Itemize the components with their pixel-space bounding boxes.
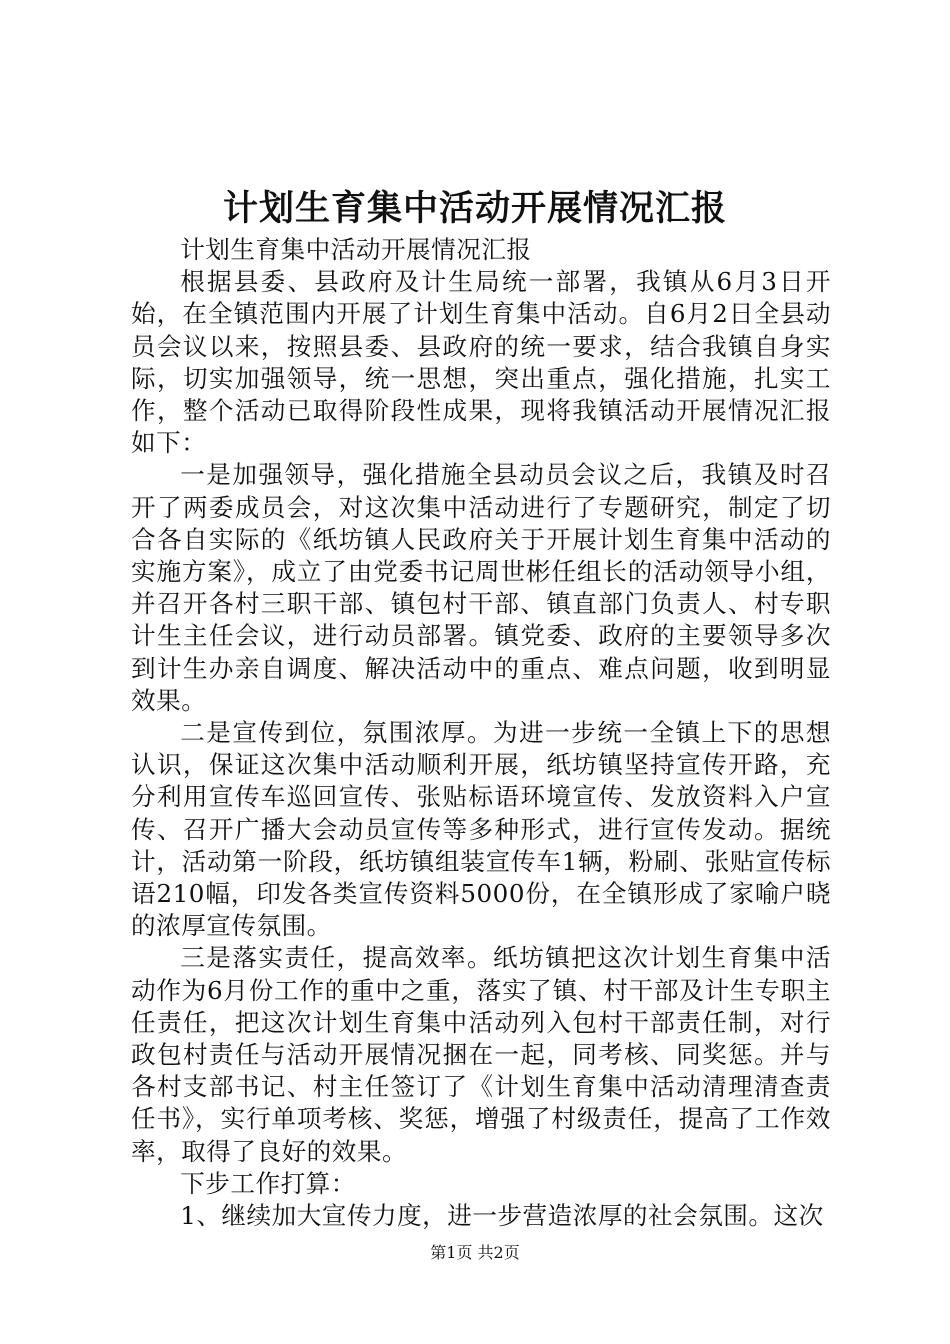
page-number-footer: 第1页 共2页 xyxy=(430,1243,520,1262)
paragraph-point-one: 一是加强领导，强化措施全县动员会议之后，我镇及时召开了两委成员会，对这次集中活动进行了专题研究，制定了切合各自实际的《纸坊镇人民政府关于开展计划生育集中活动的实施方案》，成立了由党委书记周世彬任组长的活动领导小组，并召开各村三职干部、镇包村干部、镇直部门负责人、村专职计生主任会议，进行动员部署。镇党委、政府的主要领导多次到计生办亲自调度、解决活动中的重点、难点问题，收到明显效果。 xyxy=(131,460,831,715)
paragraph-point-two: 二是宣传到位，氛围浓厚。为进一步统一全镇上下的思想认识，保证这次集中活动顺利开展，纸坊镇坚持宣传开路，充分利用宣传车巡回宣传、张贴标语环境宣传、发放资料入户宣传、召开广播大会动员宣传等多种形式，进行宣传发动。据统计，活动第一阶段，纸坊镇组装宣传车1辆，粉刷、张贴宣传标语210幅，印发各类宣传资料5000份，在全镇形成了家喻户晓的浓厚宣传氛围。 xyxy=(131,718,831,941)
document-title: 计划生育集中活动开展情况汇报 xyxy=(222,188,727,229)
paragraph-subtitle: 计划生育集中活动开展情况汇报 xyxy=(180,235,532,264)
paragraph-intro: 根据县委、县政府及计生局统一部署，我镇从6月3日开始，在全镇范围内开展了计划生育集中活动。自6月2日全县动员会议以来，按照县委、县政府的统一要求，结合我镇自身实际，切实加强领导，统一思想，突出重点，强化措施，扎实工作，整个活动已取得阶段性成果，现将我镇活动开展情况汇报如下： xyxy=(131,267,831,458)
paragraph-next-steps-heading: 下步工作打算： xyxy=(180,1168,356,1198)
paragraph-point-three: 三是落实责任，提高效率。纸坊镇把这次计划生育集中活动作为6月份工作的重中之重，落实了镇、村干部及计生专职主任责任，把这次计划生育集中活动列入包村干部责任制，对行政包村责任与活动开展情况捆在一起，同考核、同奖惩。并与各村支部书记、村主任签订了《计划生育集中活动清理清查责任书》，实行单项考核、奖惩，增强了村级责任，提高了工作效率，取得了良好的效果。 xyxy=(131,943,831,1166)
paragraph-next-step-one: 1、继续加大宣传力度，进一步营造浓厚的社会氛围。这次 xyxy=(180,1201,824,1231)
document-body xyxy=(131,234,831,1232)
